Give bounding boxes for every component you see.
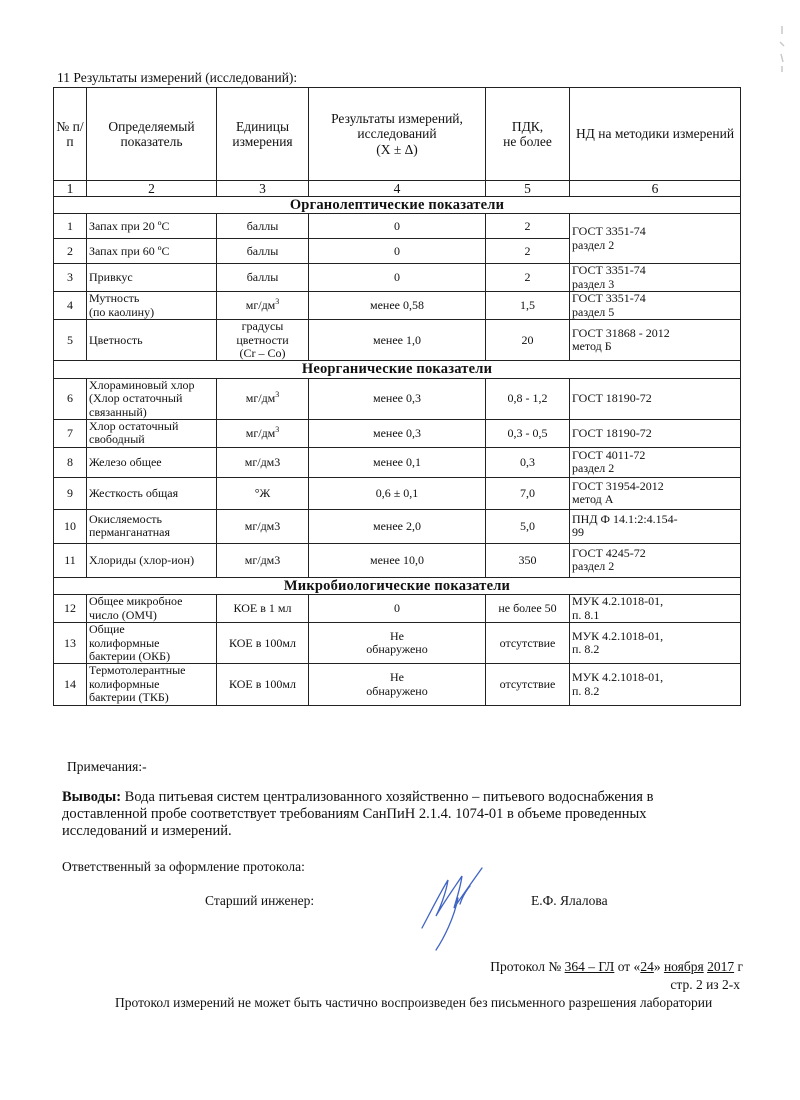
header-results-formula: (Х ± Δ) bbox=[376, 141, 418, 157]
row-limit: 0,3 - 0,5 bbox=[486, 419, 570, 447]
header-results bbox=[309, 88, 486, 181]
row-result bbox=[309, 623, 486, 664]
method-line: ГОСТ 31868 - 2012 bbox=[572, 325, 670, 340]
column-number: 1 bbox=[54, 181, 87, 197]
group-title: Неорганические показатели bbox=[54, 361, 741, 378]
method-line: 99 bbox=[572, 525, 584, 540]
table-row bbox=[54, 509, 741, 543]
table-row bbox=[54, 214, 741, 239]
method-line: раздел 2 bbox=[572, 461, 615, 476]
row-limit: 1,5 bbox=[486, 292, 570, 320]
method-line: п. 8.1 bbox=[572, 607, 600, 622]
row-result: 0,6 ± 0,1 bbox=[309, 477, 486, 509]
row-unit bbox=[217, 378, 309, 419]
group-title: Микробиологические показатели bbox=[54, 577, 741, 594]
method-line: ГОСТ 4245-72 bbox=[572, 545, 646, 560]
row-unit: мг/дм3 bbox=[217, 447, 309, 477]
parameter-line: (по каолину) bbox=[89, 304, 155, 319]
column-number: 2 bbox=[87, 181, 217, 197]
row-unit: баллы bbox=[217, 214, 309, 239]
table-row bbox=[54, 543, 741, 577]
header-parameter: Определяемый показатель bbox=[87, 88, 217, 181]
table-row bbox=[54, 477, 741, 509]
protocol-number: 364 – ГЛ bbox=[564, 959, 615, 974]
row-result: 0 bbox=[309, 595, 486, 623]
unit-superscript: 3 bbox=[275, 296, 280, 306]
method-line: ПНД Ф 14.1:2:4.154- bbox=[572, 511, 678, 526]
method-line: ГОСТ 4011-72 bbox=[572, 447, 646, 462]
row-limit: 0,3 bbox=[486, 447, 570, 477]
column-number-row bbox=[54, 181, 741, 197]
protocol-year: 2017 bbox=[707, 959, 735, 974]
row-number: 2 bbox=[54, 239, 87, 264]
row-method bbox=[570, 595, 741, 623]
table-row bbox=[54, 595, 741, 623]
header-results-text: Результаты измерений, исследований bbox=[331, 111, 463, 142]
row-limit: 5,0 bbox=[486, 509, 570, 543]
protocol-reference bbox=[490, 959, 743, 975]
method-line: МУК 4.2.1018-01, bbox=[572, 594, 664, 609]
row-parameter bbox=[87, 292, 217, 320]
group-inorganic bbox=[54, 361, 741, 378]
row-unit bbox=[217, 320, 309, 361]
row-number: 6 bbox=[54, 378, 87, 419]
method-line: раздел 2 bbox=[572, 237, 615, 252]
column-number: 5 bbox=[486, 181, 570, 197]
table-row bbox=[54, 623, 741, 664]
row-method bbox=[570, 214, 741, 264]
group-title: Органолептические показатели bbox=[54, 197, 741, 214]
method-line: п. 8.2 bbox=[572, 683, 600, 698]
parameter-line: бактерии (ОКБ) bbox=[89, 648, 171, 663]
row-limit: 0,8 - 1,2 bbox=[486, 378, 570, 419]
row-number: 14 bbox=[54, 664, 87, 705]
table-row bbox=[54, 292, 741, 320]
row-method bbox=[570, 292, 741, 320]
parameter-line: Общие bbox=[89, 622, 125, 637]
table-row bbox=[54, 264, 741, 292]
row-unit bbox=[217, 292, 309, 320]
row-number: 4 bbox=[54, 292, 87, 320]
parameter-line: (Хлор остаточный bbox=[89, 391, 183, 406]
row-result: менее 0,1 bbox=[309, 447, 486, 477]
row-number: 5 bbox=[54, 320, 87, 361]
row-parameter: Жесткость общая bbox=[87, 477, 217, 509]
header-method: НД на методики измерений bbox=[570, 88, 741, 181]
header-number: № п/п bbox=[54, 88, 87, 181]
result-line: обнаружено bbox=[366, 642, 428, 657]
row-method bbox=[570, 509, 741, 543]
row-parameter bbox=[87, 378, 217, 419]
row-result: менее 1,0 bbox=[309, 320, 486, 361]
row-limit: 20 bbox=[486, 320, 570, 361]
table-row bbox=[54, 378, 741, 419]
protocol-close-quote: » bbox=[653, 959, 664, 974]
row-result: менее 10,0 bbox=[309, 543, 486, 577]
unit-line: градусы bbox=[241, 319, 284, 334]
result-line: Не bbox=[390, 628, 404, 643]
row-result: менее 2,0 bbox=[309, 509, 486, 543]
row-unit: КОЕ в 100мл bbox=[217, 664, 309, 705]
group-organoleptic bbox=[54, 197, 741, 214]
handwritten-signature bbox=[410, 858, 495, 953]
row-result: 0 bbox=[309, 239, 486, 264]
row-limit: не более 50 bbox=[486, 595, 570, 623]
table-row bbox=[54, 664, 741, 705]
header-limit bbox=[486, 88, 570, 181]
protocol-day: 24 bbox=[640, 959, 654, 974]
row-method bbox=[570, 264, 741, 292]
unit-superscript: 3 bbox=[275, 390, 280, 400]
signer-name: Е.Ф. Ялалова bbox=[531, 893, 608, 908]
parameter-line: Хлор остаточный bbox=[89, 418, 179, 433]
method-line: метод А bbox=[572, 492, 614, 507]
protocol-suffix: г bbox=[734, 959, 743, 974]
row-limit: 2 bbox=[486, 264, 570, 292]
row-limit: 7,0 bbox=[486, 477, 570, 509]
row-method bbox=[570, 477, 741, 509]
header-limit-subtitle: не более bbox=[503, 134, 552, 149]
row-number: 12 bbox=[54, 595, 87, 623]
row-result: менее 0,58 bbox=[309, 292, 486, 320]
row-number: 3 bbox=[54, 264, 87, 292]
row-method bbox=[570, 664, 741, 705]
protocol-from: от « bbox=[614, 959, 641, 974]
signer-position: Старший инженер: bbox=[205, 893, 315, 908]
row-limit: 2 bbox=[486, 214, 570, 239]
row-method bbox=[570, 623, 741, 664]
column-number: 6 bbox=[570, 181, 741, 197]
parameter-line: Термотолерантные bbox=[89, 663, 186, 678]
disclaimer: Протокол измерений не может быть частично воспроизведен без письменного разрешения лаборатории bbox=[115, 995, 713, 1010]
protocol-month: ноября bbox=[663, 959, 704, 974]
parameter-line: колиформные bbox=[89, 676, 160, 691]
row-unit: КОЕ в 100мл bbox=[217, 623, 309, 664]
result-line: Не bbox=[390, 670, 404, 685]
row-limit: 350 bbox=[486, 543, 570, 577]
method-line: метод Б bbox=[572, 339, 612, 354]
method-line: ГОСТ 3351-74 bbox=[572, 291, 646, 306]
method-line: МУК 4.2.1018-01, bbox=[572, 628, 664, 643]
method-line: ГОСТ 3351-74 bbox=[572, 263, 646, 278]
row-parameter: Привкус bbox=[87, 264, 217, 292]
row-result: 0 bbox=[309, 214, 486, 239]
results-table bbox=[53, 87, 741, 706]
row-method bbox=[570, 543, 741, 577]
table-row bbox=[54, 320, 741, 361]
row-result bbox=[309, 664, 486, 705]
table-row bbox=[54, 419, 741, 447]
row-method: ГОСТ 18190-72 bbox=[570, 419, 741, 447]
row-limit: отсутствие bbox=[486, 664, 570, 705]
parameter-line: свободный bbox=[89, 432, 145, 447]
row-unit: мг/дм3 bbox=[217, 543, 309, 577]
row-unit: баллы bbox=[217, 239, 309, 264]
method-line: раздел 5 bbox=[572, 304, 615, 319]
row-parameter: Запах при 20 ºС bbox=[87, 214, 217, 239]
parameter-line: Окисляемость bbox=[89, 511, 163, 526]
notes: Примечания:- bbox=[67, 759, 147, 774]
protocol-prefix: Протокол № bbox=[490, 959, 565, 974]
column-number: 3 bbox=[217, 181, 309, 197]
row-number: 8 bbox=[54, 447, 87, 477]
unit-text: мг/дм bbox=[245, 425, 276, 440]
row-parameter bbox=[87, 623, 217, 664]
parameter-line: Мутность bbox=[89, 291, 140, 306]
page-number: стр. 2 из 2-х bbox=[670, 977, 740, 992]
row-unit: °Ж bbox=[217, 477, 309, 509]
header-limit-title: ПДК, bbox=[511, 118, 544, 134]
parameter-line: связанный) bbox=[89, 404, 147, 419]
method-line: раздел 2 bbox=[572, 559, 615, 574]
row-unit: КОЕ в 1 мл bbox=[217, 595, 309, 623]
row-parameter: Запах при 60 ºС bbox=[87, 239, 217, 264]
row-result: менее 0,3 bbox=[309, 378, 486, 419]
unit-line: (Cr – Co) bbox=[239, 345, 286, 360]
row-unit bbox=[217, 419, 309, 447]
column-number: 4 bbox=[309, 181, 486, 197]
unit-text: мг/дм bbox=[245, 297, 276, 312]
row-parameter: Цветность bbox=[87, 320, 217, 361]
header-units: Единицы измерения bbox=[217, 88, 309, 181]
method-line: п. 8.2 bbox=[572, 642, 600, 657]
row-method bbox=[570, 447, 741, 477]
row-limit: отсутствие bbox=[486, 623, 570, 664]
row-method: ГОСТ 18190-72 bbox=[570, 378, 741, 419]
row-number: 9 bbox=[54, 477, 87, 509]
unit-text: мг/дм bbox=[245, 391, 276, 406]
table-row bbox=[54, 447, 741, 477]
conclusion bbox=[62, 789, 734, 840]
responsible-label: Ответственный за оформление протокола: bbox=[62, 859, 305, 874]
row-parameter bbox=[87, 419, 217, 447]
parameter-line: число (ОМЧ) bbox=[89, 607, 157, 622]
method-line: ГОСТ 3351-74 bbox=[572, 224, 646, 239]
parameter-line: колиформные bbox=[89, 635, 160, 650]
row-limit: 2 bbox=[486, 239, 570, 264]
parameter-line: Хлораминовый хлор bbox=[89, 377, 195, 392]
row-parameter bbox=[87, 664, 217, 705]
scan-artifact-mark bbox=[778, 24, 786, 74]
row-number: 10 bbox=[54, 509, 87, 543]
section-title: 11 Результаты измерений (исследований): bbox=[57, 70, 298, 85]
parameter-line: Общее микробное bbox=[89, 594, 183, 609]
conclusion-label: Выводы: bbox=[62, 789, 122, 805]
conclusion-text: Вода питьевая систем централизованного хозяйственно – питьевого водоснабжения в доставленной пробе соответствует требованиям СанПиН 2.1.4. 1074-01 в объеме проведенных исследований и измерений. bbox=[62, 789, 654, 839]
unit-line: цветности bbox=[236, 332, 289, 347]
parameter-line: бактерии (ТКБ) bbox=[89, 690, 169, 705]
row-number: 7 bbox=[54, 419, 87, 447]
row-method bbox=[570, 320, 741, 361]
result-line: обнаружено bbox=[366, 683, 428, 698]
row-unit: баллы bbox=[217, 264, 309, 292]
parameter-line: перманганатная bbox=[89, 525, 171, 540]
unit-superscript: 3 bbox=[275, 424, 280, 434]
row-parameter bbox=[87, 595, 217, 623]
row-result: менее 0,3 bbox=[309, 419, 486, 447]
method-line: раздел 3 bbox=[572, 276, 615, 291]
method-line: ГОСТ 31954-2012 bbox=[572, 478, 664, 493]
row-parameter: Хлориды (хлор-ион) bbox=[87, 543, 217, 577]
group-microbiological bbox=[54, 577, 741, 594]
row-parameter: Железо общее bbox=[87, 447, 217, 477]
row-number: 13 bbox=[54, 623, 87, 664]
row-parameter bbox=[87, 509, 217, 543]
row-number: 1 bbox=[54, 214, 87, 239]
table-header-row bbox=[54, 88, 741, 181]
row-unit: мг/дм3 bbox=[217, 509, 309, 543]
row-number: 11 bbox=[54, 543, 87, 577]
row-result: 0 bbox=[309, 264, 486, 292]
method-line: МУК 4.2.1018-01, bbox=[572, 670, 664, 685]
